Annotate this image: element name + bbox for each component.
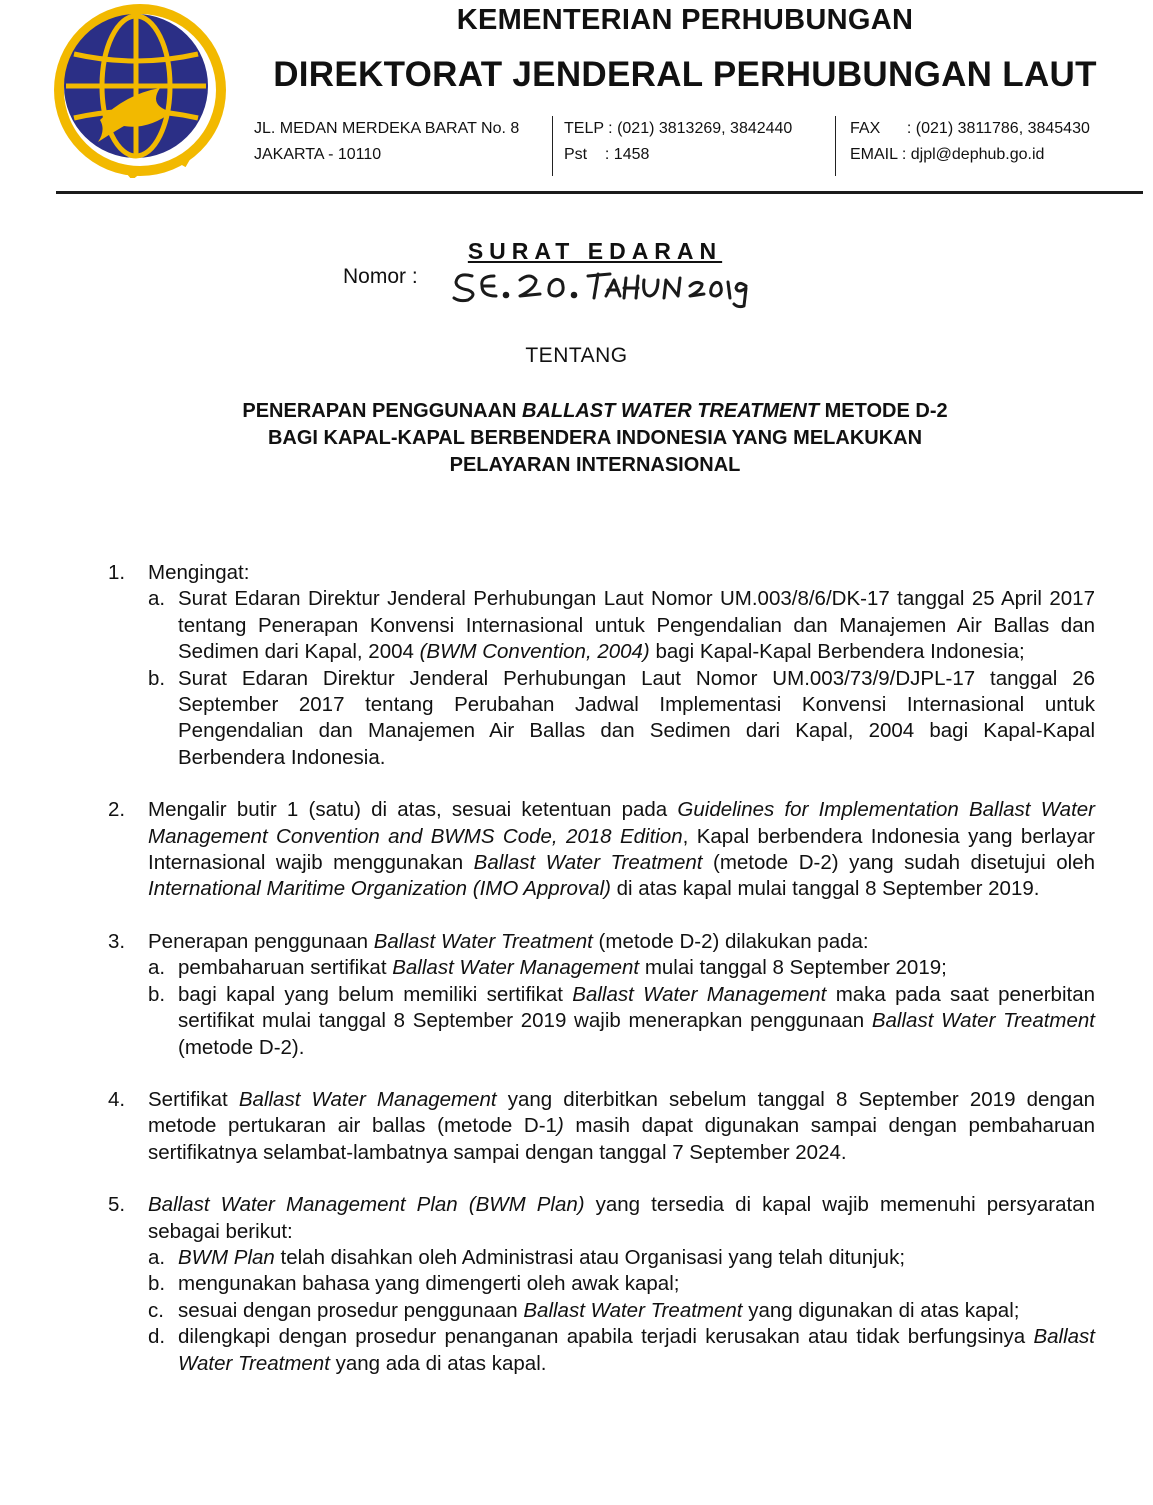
- item-lead: Ballast Water Management Plan (BWM Plan) yang tersedia di kapal wajib memenuhi persyaratan sebagai berikut:: [148, 1193, 1095, 1243]
- sub-item: [148, 1245, 1095, 1271]
- sub-item: [148, 1324, 1095, 1377]
- sub-item: [148, 955, 1095, 981]
- telp-line: TELP : (021) 3813269, 3842440: [564, 120, 793, 137]
- ministry-name: KEMENTERIAN PERHUBUNGAN: [456, 4, 914, 36]
- email-line: EMAIL : djpl@dephub.go.id: [850, 146, 1045, 163]
- letterhead-rule: [56, 191, 1143, 194]
- subject-line: BAGI KAPAL-KAPAL BERBENDERA INDONESIA YANG MELAKUKAN: [267, 427, 923, 449]
- tentang-heading: TENTANG: [525, 344, 628, 367]
- item-lead: Penerapan penggunaan Ballast Water Treatment (metode D-2) dilakukan pada:: [148, 929, 869, 953]
- item-number: 5.: [108, 1193, 126, 1217]
- numbered-item: [108, 797, 1095, 903]
- item-lead: Mengingat:: [148, 561, 250, 584]
- nomor-label: Nomor :: [343, 265, 418, 288]
- sub-item-text: Surat Edaran Direktur Jenderal Perhubungan Laut Nomor UM.003/73/9/DJPL-17 tanggal 26 September 2017 tentang Perubahan Jadwal Implementasi Konvensi Internasional untuk Pengendalian dan Manajemen Air Ballas dan Sedimen dari Kapal, 2004 bagi Kapal-Kapal Berbendera Indonesia.: [178, 666, 1095, 769]
- address-block: [254, 116, 519, 168]
- item-number: 1.: [108, 561, 126, 584]
- subject-heading: [150, 398, 1040, 479]
- sub-item-text: sesuai dengan prosedur penggunaan Ballast Water Treatment yang digunakan di atas kapal;: [178, 1298, 1020, 1322]
- item-number: 4.: [108, 1087, 126, 1111]
- divider: [552, 116, 553, 176]
- numbered-item: [108, 929, 1095, 1061]
- sub-item: [148, 1298, 1095, 1324]
- subject-text-italic: BALLAST WATER TREATMENT: [522, 400, 820, 422]
- sub-item: [148, 586, 1095, 665]
- sub-item-letter: a.: [148, 956, 166, 980]
- sub-item-text: mengunakan bahasa yang dimengerti oleh awak kapal;: [178, 1272, 680, 1296]
- item-number: 2.: [108, 798, 126, 822]
- sub-item-letter: b.: [148, 1272, 166, 1296]
- sub-item: [148, 982, 1095, 1061]
- city-line: JAKARTA - 10110: [254, 146, 382, 163]
- sub-item-letter: a.: [148, 1245, 166, 1269]
- sub-item-letter: b.: [148, 666, 166, 690]
- sub-item-letter: c.: [148, 1298, 164, 1322]
- sub-item-text: Surat Edaran Direktur Jenderal Perhubungan Laut Nomor UM.003/8/6/DK-17 tanggal 25 April 2017 tentang Penerapan Konvensi Internasional untuk Pengendalian dan Manajemen Air Ballas dan Sedimen dari Kapal, 2004 (BWM Convention, 2004) bagi Kapal-Kapal Berbendera Indonesia;: [178, 587, 1095, 664]
- numbered-item: [108, 1087, 1095, 1166]
- handwritten-number: [446, 262, 756, 310]
- fax-line: FAX : (021) 3811786, 3845430: [850, 120, 1090, 137]
- subject-text: METODE D-2: [819, 400, 948, 422]
- sub-item-text: pembaharuan sertifikat Ballast Water Management mulai tanggal 8 September 2019;: [178, 956, 947, 980]
- numbered-item: [108, 560, 1095, 771]
- divider: [835, 116, 836, 176]
- sub-item-letter: d.: [148, 1325, 166, 1349]
- subject-line: PELAYARAN INTERNASIONAL: [449, 454, 741, 476]
- sub-item-text: BWM Plan telah disahkan oleh Administrasi atau Organisasi yang telah ditunjuk;: [178, 1245, 906, 1269]
- pst-line: Pst : 1458: [564, 146, 650, 163]
- fax-email-block: [850, 116, 1090, 168]
- document-title: SURAT EDARAN: [467, 238, 723, 264]
- item-number: 3.: [108, 929, 126, 953]
- sub-item-text: bagi kapal yang belum memiliki sertifikat Ballast Water Management maka pada saat penerbitan sertifikat mulai tanggal 8 September 2019 wajib menerapkan penggunaan Ballast Water Treatment (metode D-2).: [178, 982, 1095, 1059]
- directorate-name: DIREKTORAT JENDERAL PERHUBUNGAN LAUT: [273, 55, 1097, 94]
- sub-item-letter: a.: [148, 587, 166, 611]
- subject-text: PENERAPAN PENGGUNAAN: [242, 400, 523, 422]
- subject-line: [150, 398, 1040, 425]
- address-line: JL. MEDAN MERDEKA BARAT No. 8: [254, 120, 520, 137]
- sub-item: [148, 666, 1095, 772]
- sub-item-text: dilengkapi dengan prosedur penanganan apabila terjadi kerusakan atau tidak berfungsinya Ballast Water Treatment yang ada di atas kapal.: [178, 1325, 1095, 1375]
- item-text: Sertifikat Ballast Water Management yang diterbitkan sebelum tanggal 8 September 2019 dengan metode pertukaran air ballas (metode D-1) masih dapat digunakan sampai dengan pembaharuan sertifikatnya selambat-lambatnya sampai dengan tanggal 7 September 2024.: [148, 1087, 1095, 1164]
- numbered-item: [108, 1192, 1095, 1377]
- letter-body: [108, 560, 1095, 1377]
- sub-item: [148, 1271, 1095, 1297]
- item-text: Mengalir butir 1 (satu) di atas, sesuai ketentuan pada Guidelines for Implementation Ballast Water Management Convention and BWMS Code, 2018 Edition, Kapal berbendera Indonesia yang berlayar Internasional wajib menggunakan Ballast Water Treatment (metode D-2) yang sudah disetujui oleh International Maritime Organization (IMO Approval) di atas kapal mulai tanggal 8 September 2019.: [148, 798, 1096, 901]
- sub-item-letter: b.: [148, 982, 166, 1006]
- phone-block: [564, 116, 792, 168]
- ministry-emblem-icon: [52, 2, 228, 178]
